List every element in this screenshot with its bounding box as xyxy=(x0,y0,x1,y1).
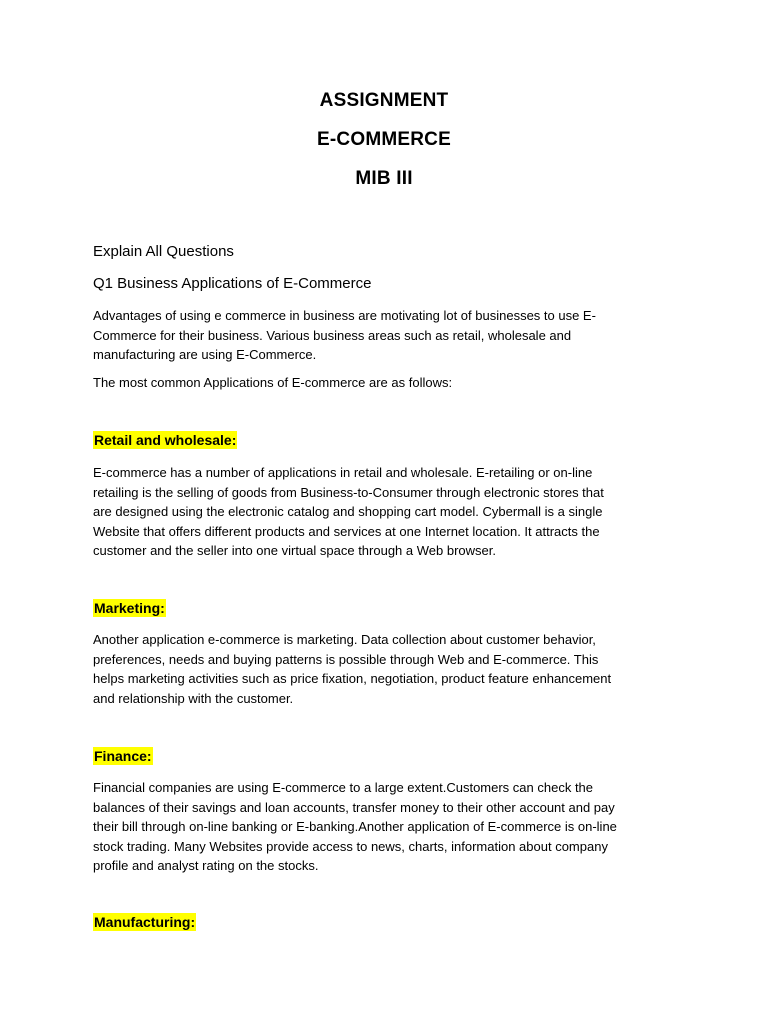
paragraph-line: manufacturing are using E-Commerce. xyxy=(93,347,317,362)
title-subject: E-COMMERCE xyxy=(317,129,451,150)
paragraph-line: Financial companies are using E-commerce to a large extent.Customers can check the xyxy=(93,780,594,795)
paragraph-line: E-commerce has a number of applications in retail and wholesale. E-retailing or on-line xyxy=(93,465,593,480)
title-class: MIB III xyxy=(355,168,413,189)
paragraph-line: and relationship with the customer. xyxy=(93,690,294,706)
paragraph-line: Website that offers different products and services at one Internet location. It attracts the xyxy=(93,523,600,539)
retail-paragraph xyxy=(93,463,683,561)
paragraph-line: profile and analyst rating on the stocks. xyxy=(93,858,319,873)
section-heading-retail xyxy=(93,432,683,448)
paragraph-line: balances of their savings and loan accounts, transfer money to their other account and pay xyxy=(93,799,615,815)
question-heading: Q1 Business Applications of E-Commerce xyxy=(93,275,372,292)
paragraph-line: helps marketing activities such as price fixation, negotiation, product feature enhancement xyxy=(93,671,612,686)
section-heading-marketing xyxy=(93,600,683,616)
highlighted-heading: Marketing: xyxy=(94,600,165,616)
paragraph-line: Commerce for their business. Various business areas such as retail, wholesale and xyxy=(93,327,572,343)
paragraph-line: their bill through on-line banking or E-banking.Another application of E-commerce is on-line xyxy=(93,819,617,834)
paragraph-line: stock trading. Many Websites provide access to news, charts, information about company xyxy=(93,838,608,854)
paragraph-line: retailing is the selling of goods from Business-to-Consumer through electronic stores that xyxy=(93,484,604,500)
finance-paragraph xyxy=(93,778,683,876)
advantages-paragraph xyxy=(93,306,683,365)
highlighted-heading: Retail and wholesale: xyxy=(94,432,237,448)
paragraph-line: customer and the seller into one virtual space through a Web browser. xyxy=(93,543,496,558)
section-heading-manufacturing xyxy=(93,914,683,930)
instruction-text: Explain All Questions xyxy=(93,243,234,260)
highlighted-heading: Manufacturing: xyxy=(94,914,196,930)
highlighted-heading: Finance: xyxy=(94,748,152,764)
paragraph-line: Another application e-commerce is marketing. Data collection about customer behavior, xyxy=(93,632,596,647)
paragraph-line: are designed using the electronic catalog and shopping cart model. Cybermall is a single xyxy=(93,504,603,519)
marketing-paragraph xyxy=(93,630,683,708)
section-heading-finance xyxy=(93,748,683,764)
common-applications-paragraph: The most common Applications of E-commerce are as follows: xyxy=(93,375,453,390)
paragraph-line: Advantages of using e commerce in business are motivating lot of businesses to use E- xyxy=(93,308,596,323)
paragraph-line: preferences, needs and buying patterns is possible through Web and E-commerce. This xyxy=(93,651,599,667)
title-assignment: ASSIGNMENT xyxy=(319,90,449,111)
